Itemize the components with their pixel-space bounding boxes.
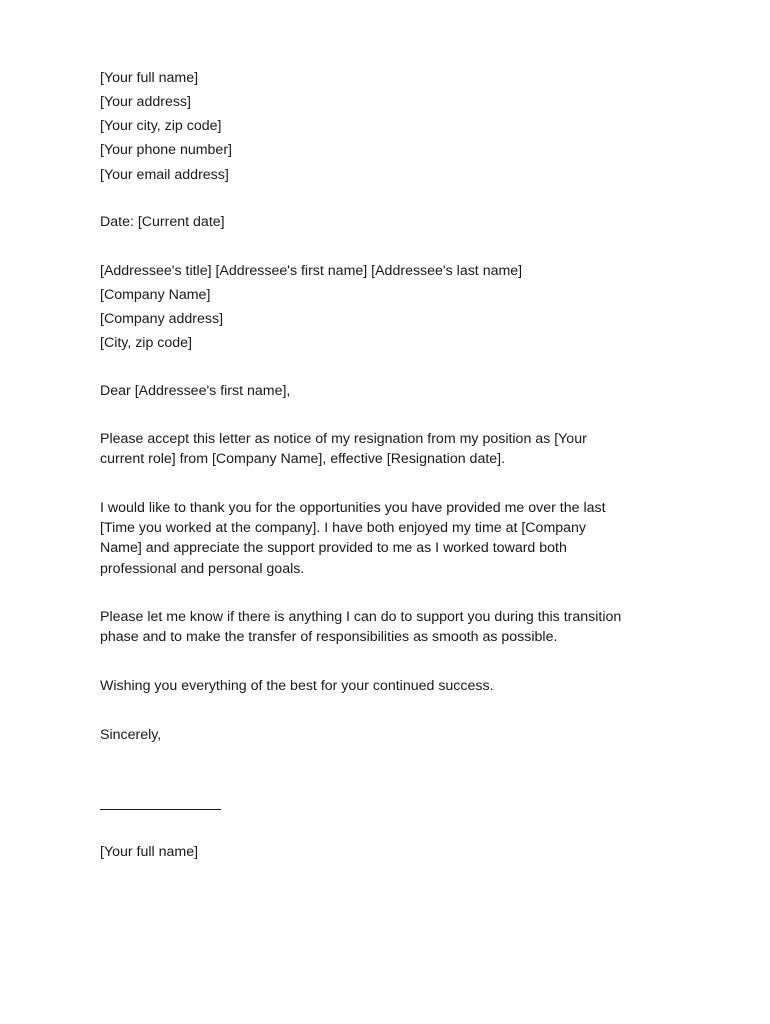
- paragraph-3-line: Please let me know if there is anything I can do to support you during this transition: [100, 609, 622, 625]
- sender-city-zip: [Your city, zip code]: [100, 118, 222, 134]
- salutation: Dear [Addressee's first name],: [100, 383, 291, 399]
- paragraph-1-line: Please accept this letter as notice of my resignation from my position as [Your: [100, 431, 587, 447]
- paragraph-2-line: Name] and appreciate the support provided to me as I worked toward both: [100, 540, 567, 556]
- closing: Sincerely,: [100, 727, 162, 743]
- sender-address: [Your address]: [100, 94, 191, 110]
- signature-name: [Your full name]: [100, 844, 199, 860]
- recipient-company: [Company Name]: [100, 287, 211, 303]
- paragraph-2-line: professional and personal goals.: [100, 561, 305, 577]
- recipient-city-zip: [City, zip code]: [100, 335, 192, 351]
- paragraph-3-line: phase and to make the transfer of responsibilities as smooth as possible.: [100, 629, 558, 645]
- paragraph-4: Wishing you everything of the best for your continued success.: [100, 678, 494, 694]
- sender-phone: [Your phone number]: [100, 142, 232, 158]
- paragraph-1-line: current role] from [Company Name], effective [Resignation date].: [100, 451, 506, 467]
- paragraph-2-line: I would like to thank you for the opportunities you have provided me over the last: [100, 500, 606, 516]
- signature-line: [100, 809, 221, 810]
- date-line: Date: [Current date]: [100, 214, 225, 230]
- sender-name: [Your full name]: [100, 70, 199, 86]
- recipient-company-address: [Company address]: [100, 311, 224, 327]
- recipient-name-line: [Addressee's title] [Addressee's first name] [Addressee's last name]: [100, 263, 523, 279]
- paragraph-2-line: [Time you worked at the company]. I have both enjoyed my time at [Company: [100, 520, 587, 536]
- sender-email: [Your email address]: [100, 167, 229, 183]
